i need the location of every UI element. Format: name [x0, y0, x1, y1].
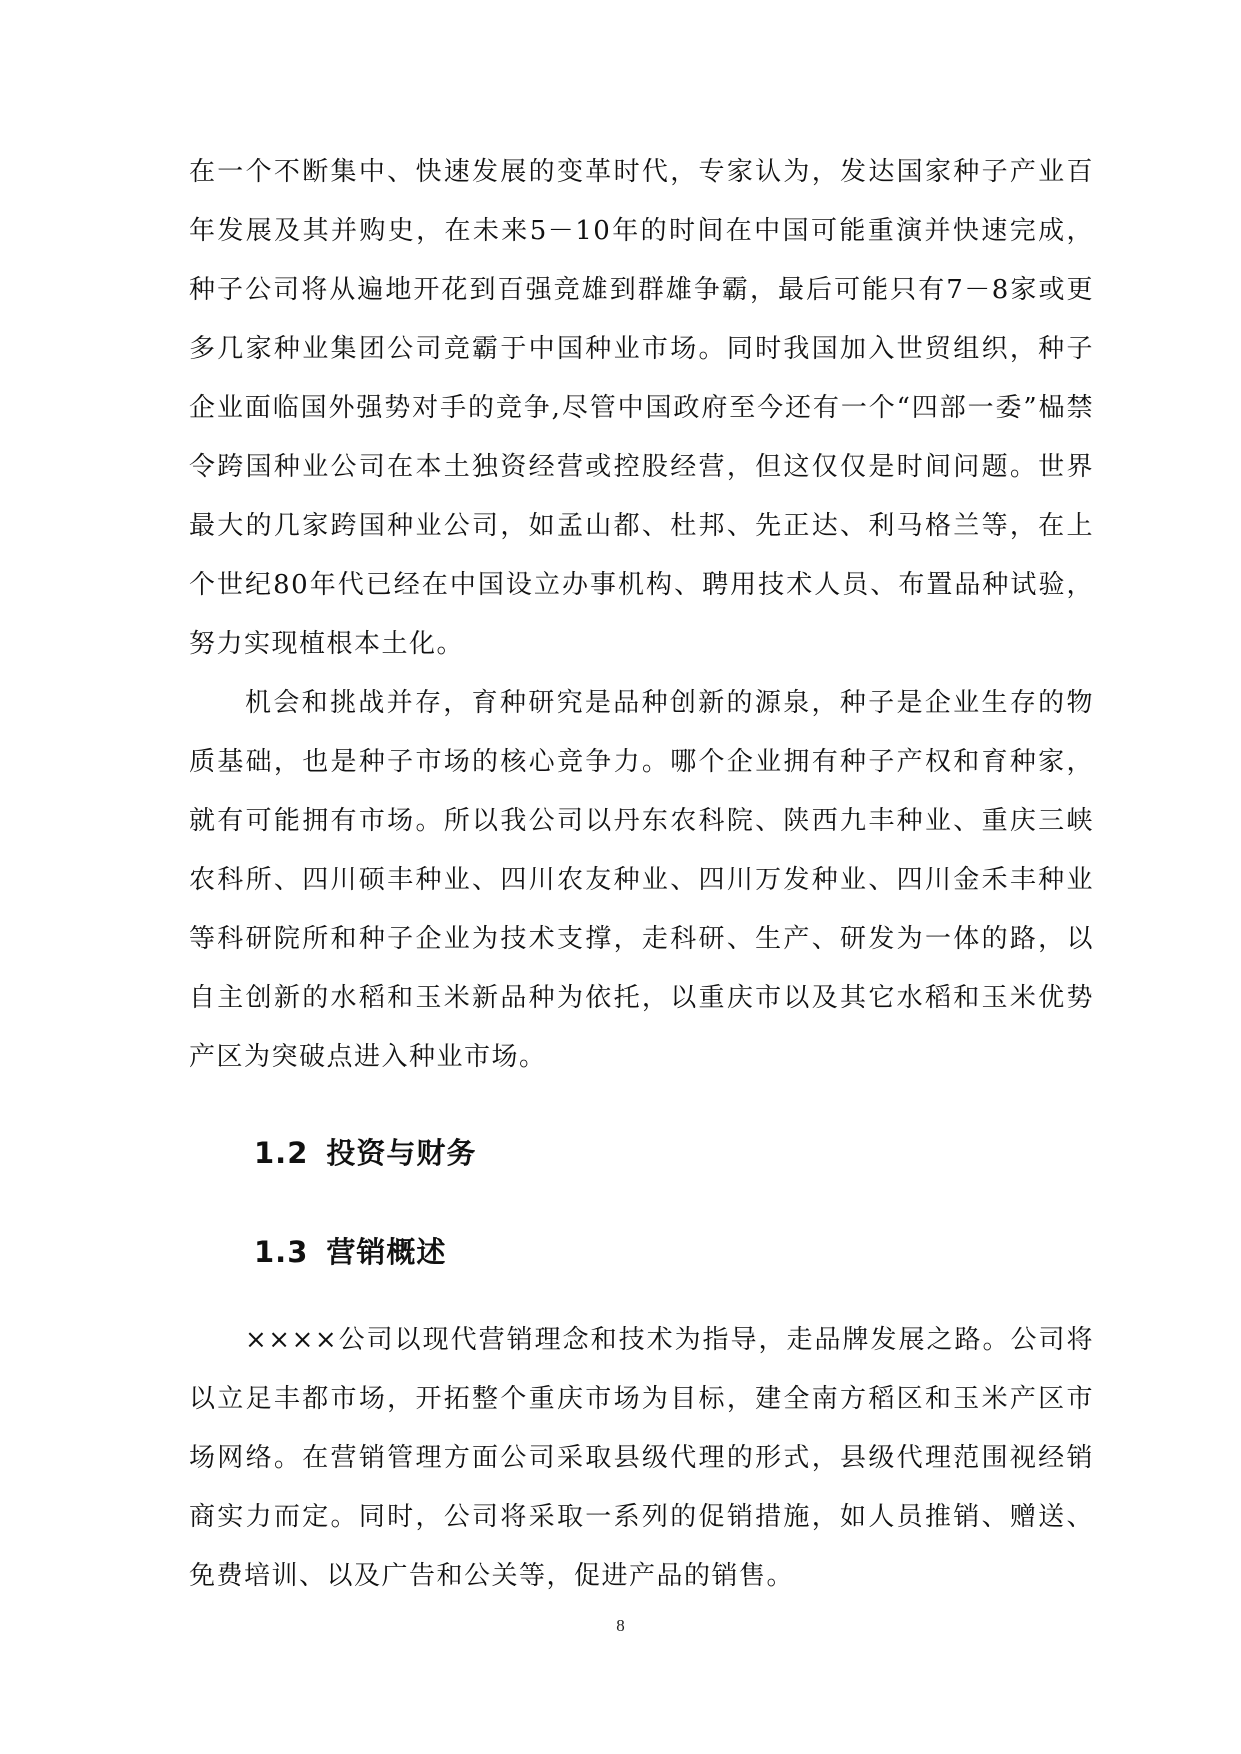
- paragraph-marketing-overview: ××××公司以现代营销理念和技术为指导，走品牌发展之路。公司将以立足丰都市场，开拓整个重庆市场为目标，建全南方稻区和玉米产区市场网络。在营销管理方面公司采取县级代理的形式，县级代理范围视经销商实力而定。同时，公司将采取一系列的促销措施，如人员推销、赠送、免费培训、以及广告和公关等，促进产品的销售。: [189, 1325, 1094, 1591]
- section-title: 营销概述: [326, 1235, 447, 1269]
- document-body: [189, 143, 1094, 1606]
- section-number: 1.3: [254, 1235, 309, 1269]
- paragraph-opportunity-challenge: 机会和挑战并存，育种研究是品种创新的源泉，种子是企业生存的物质基础，也是种子市场的核心竞争力。哪个企业拥有种子产权和育种家，就有可能拥有市场。所以我公司以丹东农科院、陕西九丰种业、重庆三峡农科所、四川硕丰种业、四川农友种业、四川万发种业、四川金禾丰种业等科研院所和种子企业为技术支撑，走科研、生产、研发为一体的路，以自主创新的水稻和玉米新品种为依托，以重庆市以及其它水稻和玉米优势产区为突破点进入种业市场。: [189, 688, 1094, 1072]
- section-heading-marketing-overview: [189, 1230, 1094, 1271]
- paragraph-industry-consolidation: 在一个不断集中、快速发展的变革时代，专家认为，发达国家种子产业百年发展及其并购史，在未来5－10年的时间在中国可能重演并快速完成，种子公司将从遍地开花到百强竞雄到群雄争霸，最后可能只有7－8家或更多几家种业集团公司竞霸于中国种业市场。同时我国加入世贸组织，种子企业面临国外强势对手的竞争,尽管中国政府至今还有一个“四部一委”榀禁令跨国种业公司在本土独资经营或控股经营，但这仅仅是时间问题。世界最大的几家跨国种业公司，如孟山都、杜邦、先正达、利马格兰等，在上个世纪80年代已经在中国设立办事机构、聘用技术人员、布置品种试验，努力实现植根本土化。: [189, 157, 1094, 659]
- section-heading-investment-finance: [189, 1131, 1094, 1172]
- section-number: 1.2: [254, 1136, 309, 1170]
- page-number: 8: [616, 1616, 625, 1635]
- section-title: 投资与财务: [326, 1136, 477, 1170]
